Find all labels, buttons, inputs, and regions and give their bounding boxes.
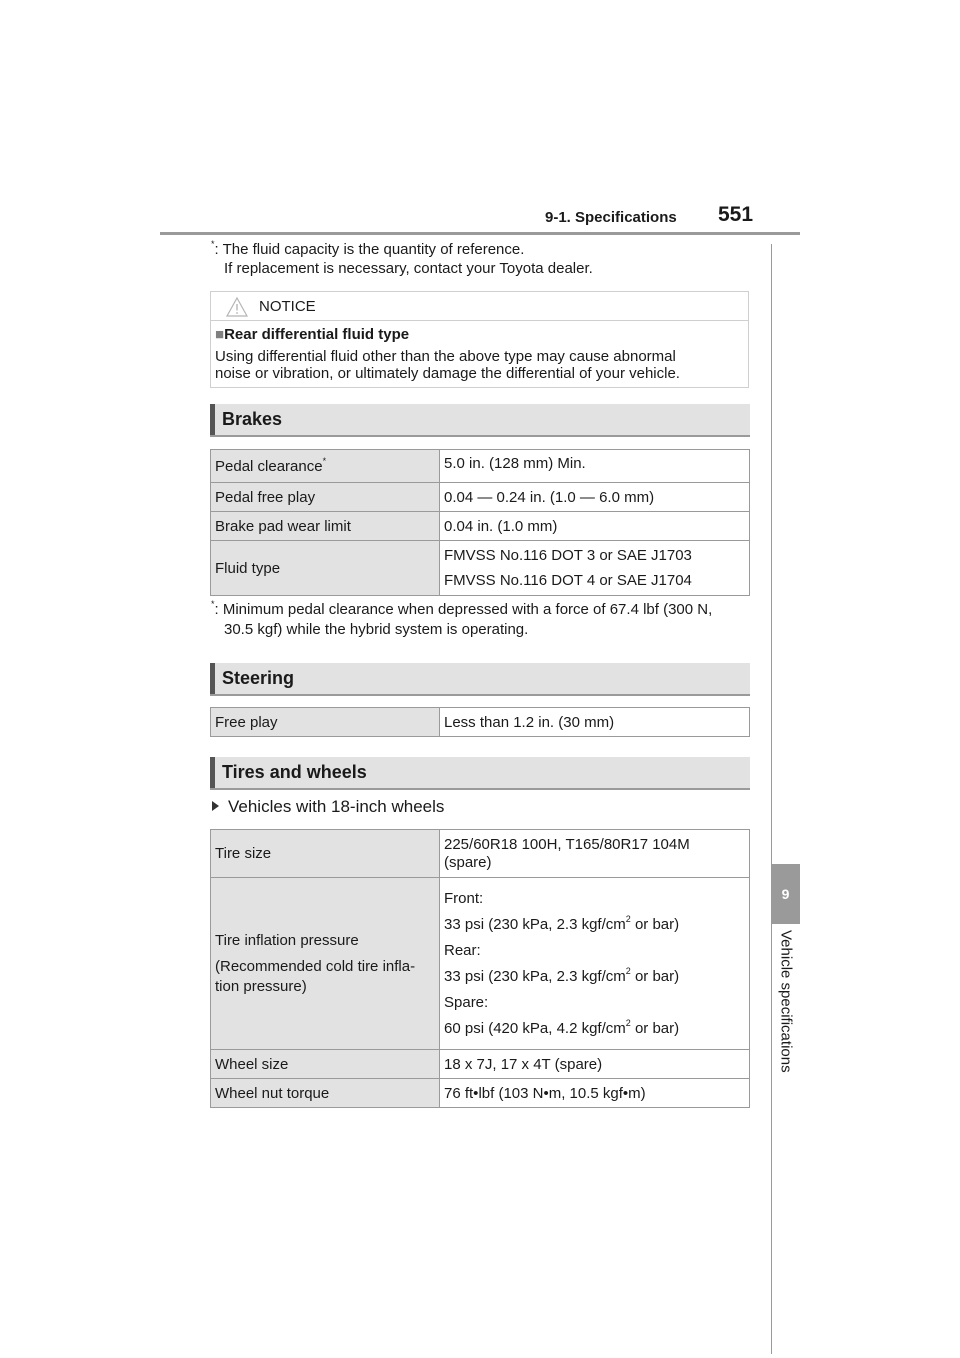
brakes-title-text: Brakes	[222, 409, 283, 429]
steering-title-text: Steering	[222, 668, 295, 688]
notice-subheading-text: Rear differential fluid type	[224, 326, 410, 343]
tires-section-title	[210, 757, 750, 790]
table-value: 0.04 — 0.24 in. (1.0 — 6.0 mm)	[440, 483, 750, 512]
notice-box	[210, 291, 749, 388]
table-row	[211, 512, 750, 541]
table-key: Fluid type	[211, 541, 440, 596]
brakes-table	[210, 449, 750, 596]
table-value: 5.0 in. (128 mm) Min.	[440, 450, 750, 483]
notice-body-line2: noise or vibration, or ultimately damage the differential of your vehicle.	[215, 365, 680, 382]
notice-subheading	[215, 326, 409, 343]
table-key: Pedal free play	[211, 483, 440, 512]
footnote-marker: *	[211, 239, 215, 249]
triangle-bullet-icon	[212, 801, 219, 811]
brakes-footnote-line1: : Minimum pedal clearance when depressed with a force of 67.4 lbf (300 N,	[214, 601, 713, 618]
footnote-marker: *	[322, 455, 327, 466]
tire-size-line1: 225/60R18 100H, T165/80R17 104M	[444, 835, 690, 853]
table-row	[211, 878, 750, 1050]
fluid-footnote	[211, 240, 751, 278]
pressure-key-line1: Tire inflation pressure	[215, 931, 359, 949]
page-number: 551	[718, 203, 754, 226]
notice-body	[215, 348, 740, 382]
notice-header	[211, 292, 748, 321]
table-key	[211, 878, 440, 1050]
steering-table	[210, 707, 750, 737]
tires-title-text: Tires and wheels	[222, 762, 367, 782]
footnote-marker: *	[211, 599, 215, 609]
table-key: Tire size	[211, 830, 440, 878]
chapter-tab-label-text: Vehicle specifications	[777, 930, 794, 1073]
tires-table	[210, 829, 750, 1108]
table-row	[211, 541, 750, 596]
brakes-footnote	[211, 600, 751, 640]
table-key: Wheel size	[211, 1050, 440, 1079]
fluid-footnote-line2: If replacement is necessary, contact your Toyota dealer.	[224, 260, 593, 277]
fluid-type-dot4: FMVSS No.116 DOT 4 or SAE J1704	[444, 571, 692, 589]
side-tab-border	[771, 244, 800, 1354]
front-label: Front:	[444, 889, 484, 907]
rear-label: Rear:	[444, 941, 481, 959]
spare-label: Spare:	[444, 993, 489, 1011]
table-row	[211, 830, 750, 878]
table-key: Pedal clearance*	[211, 450, 440, 483]
table-key: Wheel nut torque	[211, 1079, 440, 1108]
table-value	[440, 830, 750, 878]
fluid-footnote-line1: : The fluid capacity is the quantity of reference.	[214, 241, 525, 258]
front-pressure: 33 psi (230 kPa, 2.3 kgf/$cm^2$ or bar)	[444, 913, 680, 933]
fluid-type-dot3: FMVSS No.116 DOT 3 or SAE J1703	[444, 546, 692, 564]
wheel-variant-bullet	[212, 797, 444, 817]
table-value	[440, 541, 750, 596]
table-value: 18 x 7J, 17 x 4T (spare)	[440, 1050, 750, 1079]
notice-body-line1: Using differential fluid other than the above type may cause abnormal	[215, 348, 676, 365]
square-bullet-icon: ■	[215, 326, 225, 343]
table-row	[211, 1079, 750, 1108]
table-row	[211, 483, 750, 512]
steering-section-title	[210, 663, 750, 696]
header-rule	[160, 232, 800, 235]
chapter-tab-label	[771, 930, 800, 1100]
wheel-variant-text: Vehicles with 18-inch wheels	[228, 797, 445, 816]
notice-title: NOTICE	[259, 298, 316, 315]
brakes-footnote-line2: 30.5 kgf) while the hybrid system is operating.	[224, 621, 529, 638]
tire-size-line2: (spare)	[444, 853, 492, 871]
table-value	[440, 878, 750, 1050]
table-row	[211, 708, 750, 737]
rear-pressure: 33 psi (230 kPa, 2.3 kgf/$cm^2$ or bar)	[444, 965, 680, 985]
table-row	[211, 450, 750, 483]
spare-pressure: 60 psi (420 kPa, 4.2 kgf/$cm^2$ or bar)	[444, 1017, 680, 1037]
table-key: Free play	[211, 708, 440, 737]
table-value: Less than 1.2 in. (30 mm)	[440, 708, 750, 737]
section-header: 9-1. Specifications	[545, 209, 677, 226]
table-value: 76 ft•lbf (103 N•m, 10.5 kgf•m)	[440, 1079, 750, 1108]
table-key: Brake pad wear limit	[211, 512, 440, 541]
table-value: 0.04 in. (1.0 mm)	[440, 512, 750, 541]
warning-icon	[225, 296, 249, 318]
chapter-tab-number: 9	[771, 864, 800, 924]
table-row	[211, 1050, 750, 1079]
pressure-key-line3: tion pressure)	[215, 977, 307, 995]
brakes-section-title	[210, 404, 750, 437]
pressure-key-line2: (Recommended cold tire infla-	[215, 957, 416, 975]
